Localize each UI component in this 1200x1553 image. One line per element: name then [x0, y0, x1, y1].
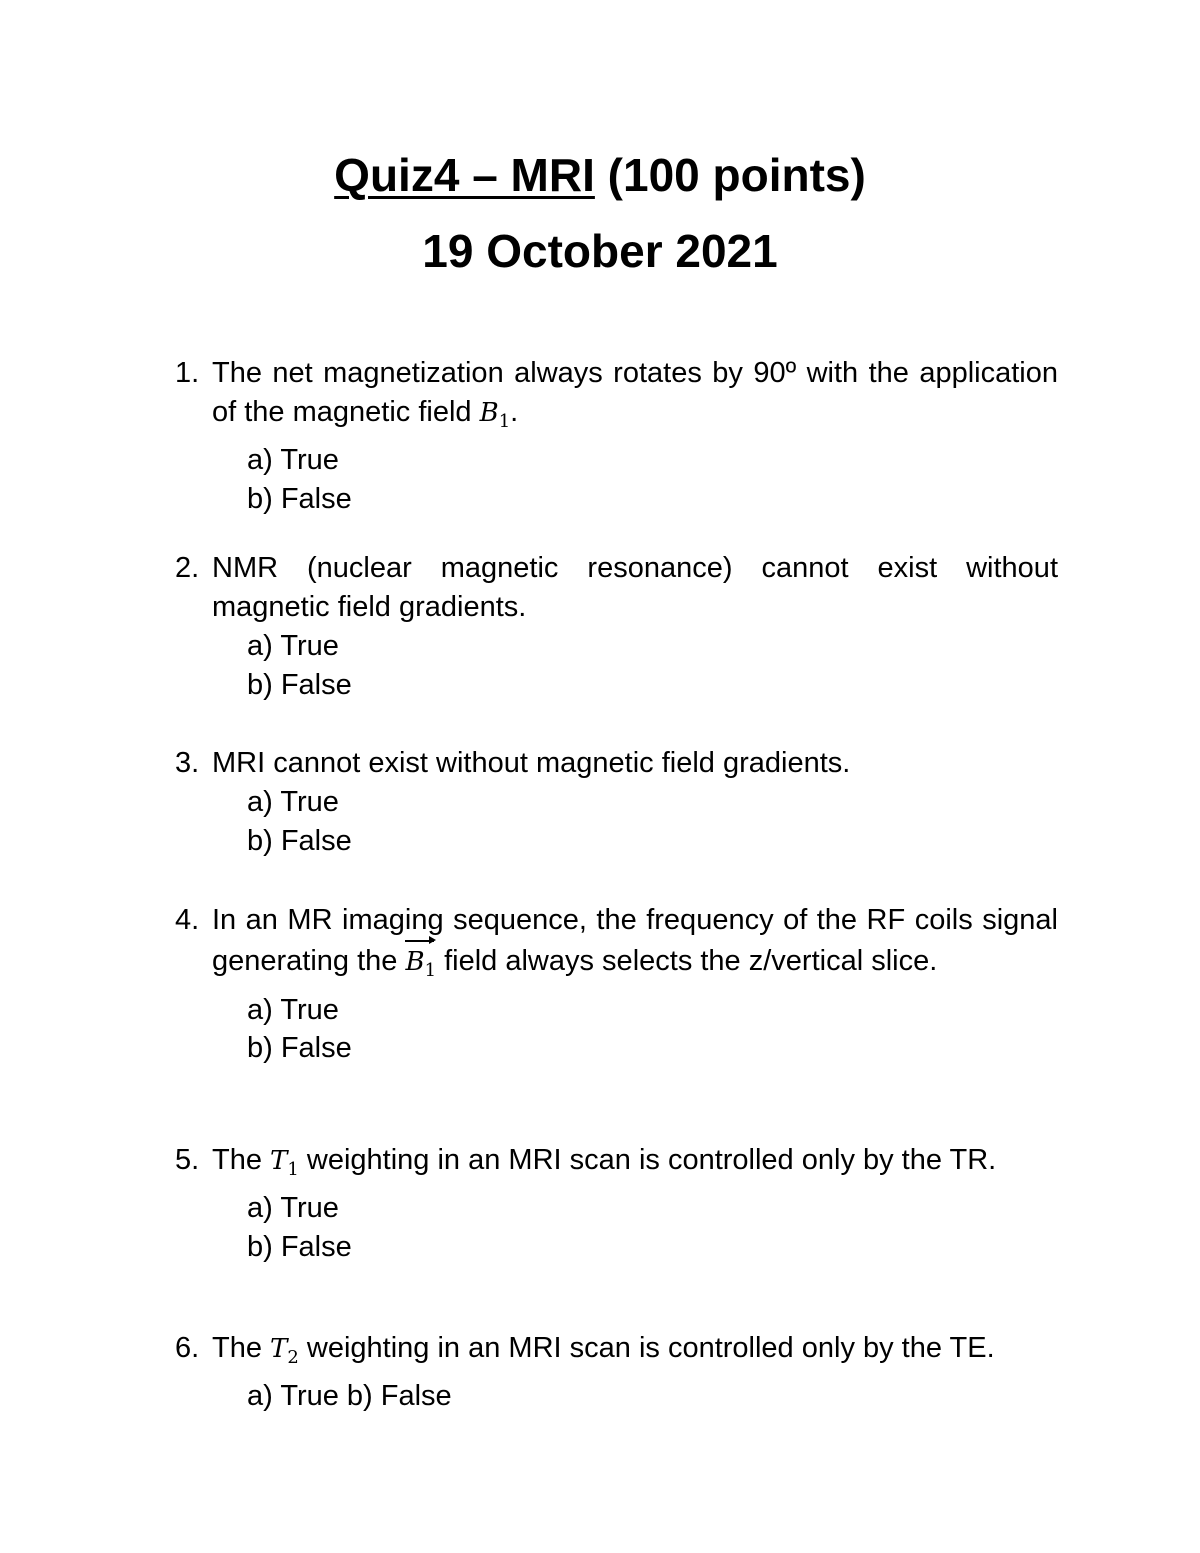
question-number: 3.: [175, 747, 200, 779]
question-4: [175, 900, 1058, 1067]
option-b[interactable]: b) False: [247, 483, 352, 516]
question-text-end: weighting in an MRI scan is controlled only by the TR.: [298, 1144, 997, 1176]
question-text: The: [212, 1332, 271, 1364]
question-number: 5.: [175, 1144, 200, 1176]
option-b[interactable]: b) False: [247, 1231, 352, 1264]
question-text: MRI cannot exist without magnetic field gradients.: [212, 747, 851, 779]
question-2: [175, 549, 1058, 705]
option-a[interactable]: a) True: [247, 444, 339, 477]
question-3: [175, 744, 1058, 861]
question-5: [175, 1141, 1058, 1267]
quiz-title: [0, 148, 1200, 202]
question-text: NMR (nuclear magnetic resonance) cannot exist without magnetic field gradients.: [212, 552, 1058, 623]
quiz-date: 19 October 2021: [422, 225, 778, 277]
option-b[interactable]: b) False: [247, 1032, 352, 1065]
option-a[interactable]: a) True: [247, 1192, 339, 1225]
math-symbol: $T_2$: [270, 1334, 299, 1369]
quiz-title-underlined: Quiz4 – MRI: [334, 149, 595, 201]
option-a[interactable]: a) True: [247, 630, 339, 662]
vector-symbol: $B_1$: [405, 942, 436, 991]
option-a[interactable]: a) True: [247, 994, 339, 1027]
question-number: 4.: [175, 904, 200, 936]
question-6: [175, 1329, 1058, 1416]
question-1: [175, 354, 1058, 519]
question-text: The: [212, 1144, 271, 1176]
option-b[interactable]: b) False: [247, 669, 352, 701]
question-number: 6.: [175, 1332, 200, 1364]
question-number: 2.: [175, 552, 200, 584]
math-symbol: $B_1$: [479, 398, 511, 433]
question-text-end: .: [510, 396, 519, 428]
options-a-b[interactable]: a) True b) False: [247, 1380, 452, 1413]
question-text-end: field always selects the z/vertical slice.: [436, 945, 938, 977]
quiz-title-points: (100 points): [594, 149, 866, 201]
option-b[interactable]: b) False: [247, 825, 352, 857]
option-a[interactable]: a) True: [247, 786, 339, 818]
question-number: 1.: [175, 357, 200, 389]
math-symbol: $T_1$: [270, 1146, 299, 1181]
question-text: The net magnetization always rotates by 90º with the application of the magnetic field: [212, 357, 1058, 428]
question-text: In an MR imaging sequence, the frequency of the RF coils signal generating the: [212, 904, 1058, 977]
question-text-end: weighting in an MRI scan is controlled only by the TE.: [298, 1332, 995, 1364]
